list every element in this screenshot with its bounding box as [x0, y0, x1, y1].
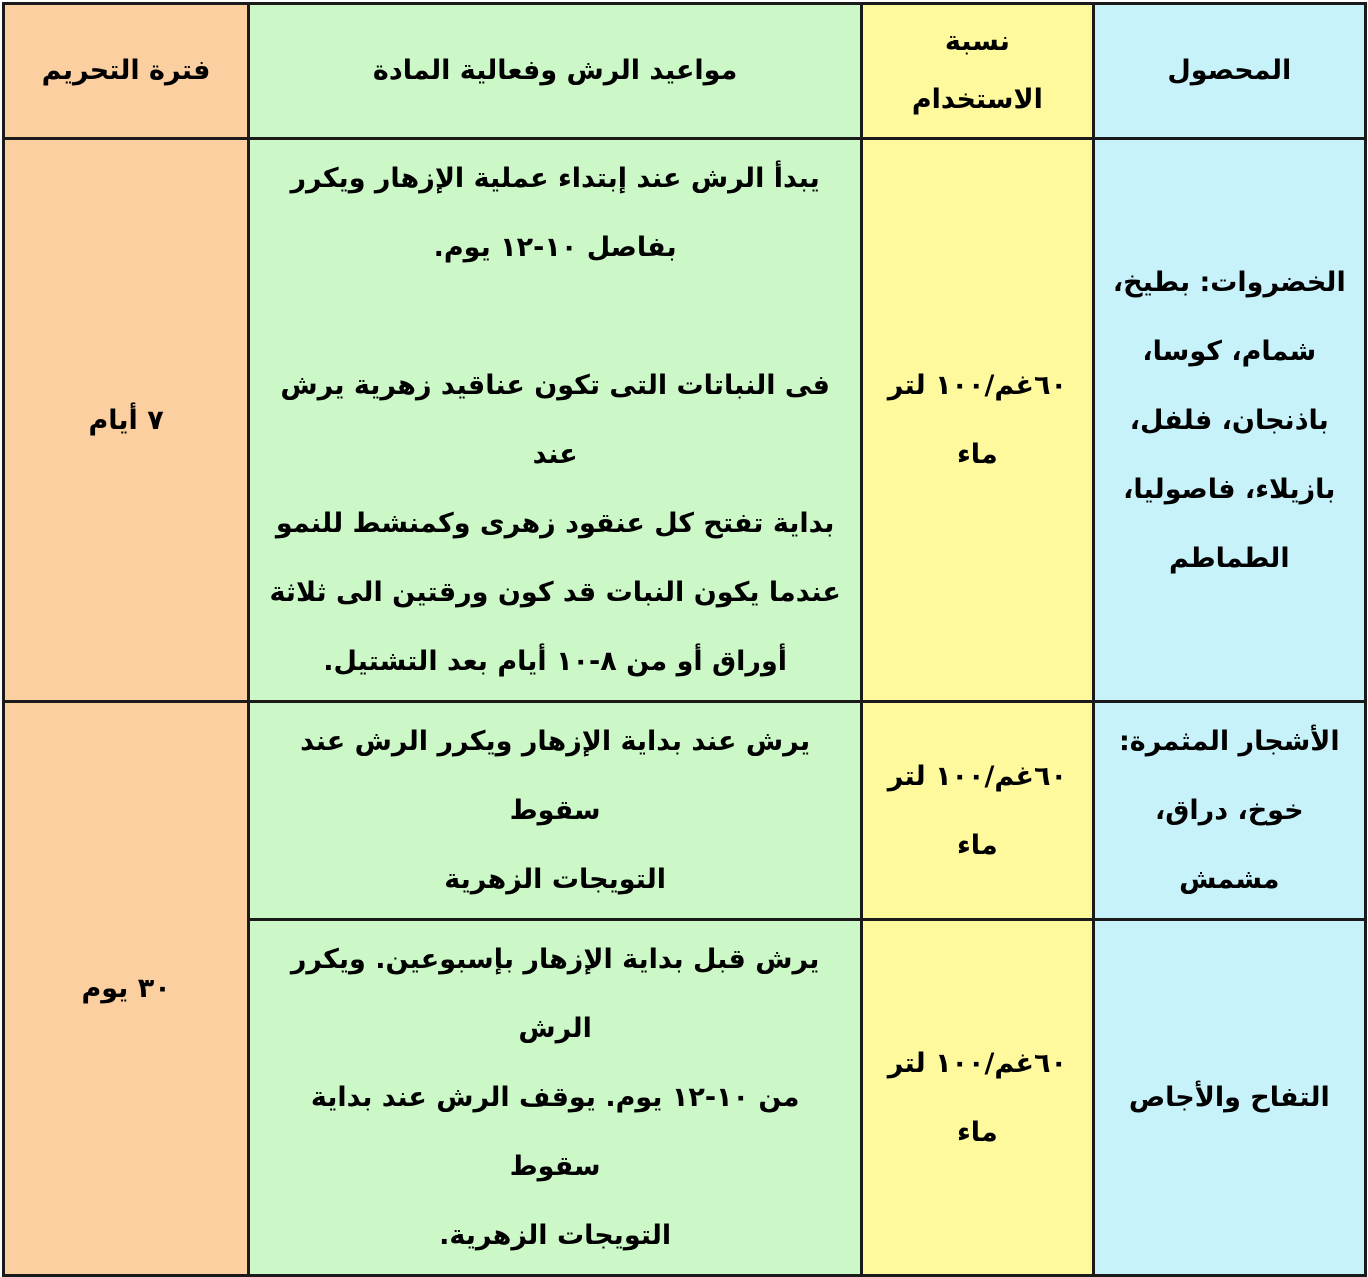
- schedule-cell: [249, 702, 862, 920]
- usage-rate-text: ٦٠غم/١٠٠ لتر ماء: [887, 760, 1067, 861]
- usage-rate-text: ٦٠غم/١٠٠ لتر ماء: [887, 370, 1067, 470]
- crop-text: التفاح والأجاص: [1128, 1082, 1330, 1113]
- header-usage-rate-text: نسبة الاستخدام: [911, 26, 1043, 115]
- preharvest-cell: ٣٠ يوم: [4, 702, 249, 1276]
- header-schedule: مواعيد الرش وفعالية المادة: [249, 4, 862, 139]
- crop-cell: [1093, 702, 1365, 920]
- header-row: [4, 4, 1366, 139]
- usage-rate-text: ٦٠غم/١٠٠ لتر ماء: [887, 1047, 1067, 1148]
- crop-text: الخضروات: بطيخ، شمام، كوسا، باذنجان، فلفل، بازيلاء، فاصوليا، الطماطم: [1112, 266, 1346, 574]
- header-crop: المحصول: [1093, 4, 1365, 139]
- header-preharvest-interval: فترة التحريم: [4, 4, 249, 139]
- spray-schedule-table: [2, 2, 1367, 1277]
- header-usage-rate: [862, 4, 1094, 139]
- schedule-cell: [249, 920, 862, 1276]
- crop-text: الأشجار المثمرة: خوخ، دراق، مشمش: [1119, 726, 1340, 895]
- usage-rate-cell: [862, 702, 1094, 920]
- schedule-text: يبدأ الرش عند إبتداء عملية الإزهار ويكرر بفاصل ١٠-١٢ يوم. فى النباتات التى تكون عناقيد زهرية يرش عند بداية تفتح كل عنقود زهرى وكمنشط للنمو عندما يكون النبات قد كون ورقتين الى ثلاثة أوراق أو من ٨-١٠ أيام بعد التشتيل.: [269, 163, 841, 677]
- table-row: [4, 139, 1366, 702]
- crop-cell: [1093, 139, 1365, 702]
- schedule-text: يرش قبل بداية الإزهار بإسبوعين. ويكرر الرش من ١٠-١٢ يوم. يوقف الرش عند بداية سقوط التويجات الزهرية.: [290, 944, 820, 1251]
- schedule-cell: [249, 139, 862, 702]
- crop-cell: [1093, 920, 1365, 1276]
- preharvest-cell: ٧ أيام: [4, 139, 249, 702]
- usage-rate-cell: [862, 139, 1094, 702]
- usage-rate-cell: [862, 920, 1094, 1276]
- table-row: [4, 702, 1366, 920]
- schedule-text: يرش عند بداية الإزهار ويكرر الرش عند سقوط التويجات الزهرية: [300, 726, 811, 895]
